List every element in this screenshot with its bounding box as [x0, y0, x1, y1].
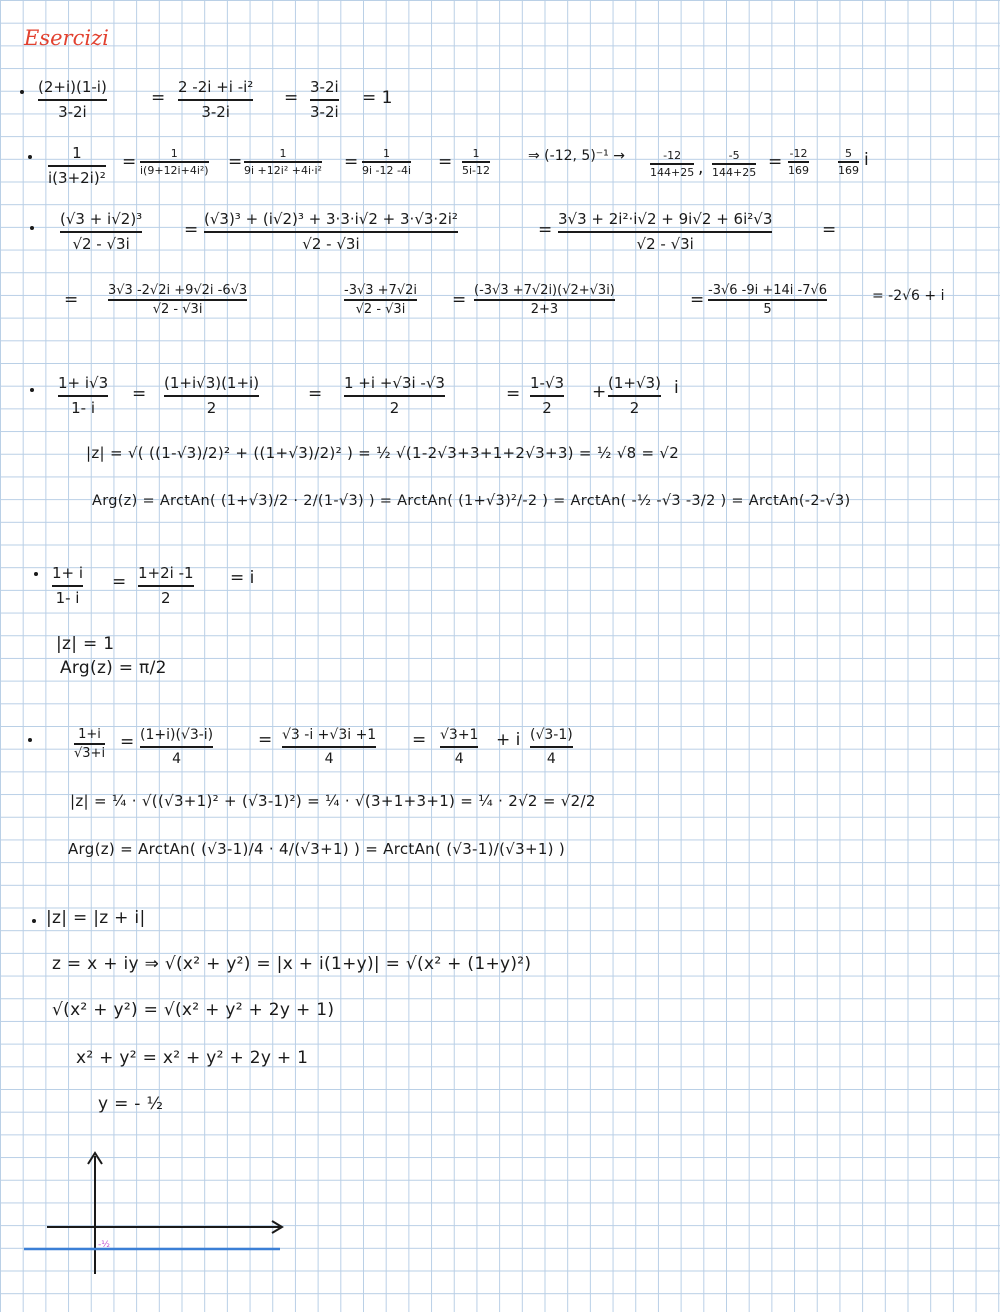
equals: = [64, 290, 79, 310]
denominator: 2 [542, 398, 552, 417]
denominator: √2 - √3i [636, 234, 694, 253]
denominator: 4 [546, 750, 556, 767]
numerator: 3√3 + 2i²·i√2 + 9i√2 + 6i²√3 [558, 210, 773, 228]
numerator: -3√3 +7√2i [344, 283, 417, 298]
numerator: 1+i [78, 727, 101, 742]
numerator: 2 -2i +i -i² [178, 78, 254, 96]
equals: = [228, 152, 243, 172]
equals: = [258, 730, 273, 750]
denominator: 9i +12i² +4i·i² [244, 163, 322, 177]
modulus-line: |z| = √( ((1-√3)/2)² + ((1+√3)/2)² ) = ½ √(1-2√3+3+1+2√3+3) = ½ √8 = √2 [86, 444, 680, 462]
numerator: 1 [170, 147, 178, 160]
argument-line: Arg(z) = ArctAn( (√3-1)/4 · 4/(√3+1) ) = ArctAn( (√3-1)/(√3+1) ) [68, 840, 566, 858]
denominator: 169 [788, 163, 809, 177]
denominator: √2 - √3i [302, 234, 360, 253]
denominator: 3-2i [201, 102, 230, 121]
equals: = [768, 152, 783, 172]
numerator: √3 -i +√3i +1 [282, 727, 377, 743]
equation-line: |z| = |z + i| [46, 908, 146, 928]
comma: , [698, 158, 704, 178]
equals: = [538, 220, 553, 240]
denominator: 1- i [55, 588, 80, 607]
numerator: 5 [845, 147, 852, 160]
denominator: 9i -12 -4i [362, 163, 412, 177]
numerator: (√3)³ + (i√2)³ + 3·3·i√2 + 3·√3·2i² [204, 210, 458, 228]
modulus-line: |z| = 1 [56, 634, 115, 654]
result: = 1 [362, 88, 393, 108]
denominator: i(3+2i)² [48, 168, 106, 187]
page-title: Esercizi [24, 26, 109, 50]
plus: + [592, 382, 607, 402]
equals: = [151, 88, 166, 108]
denominator: 4 [324, 750, 334, 767]
denominator: √3+i [74, 745, 106, 761]
equals: = [184, 220, 199, 240]
plus-i: + i [496, 730, 521, 750]
numerator: 1+ i [52, 564, 84, 582]
equals: = [112, 572, 127, 592]
numerator: -3√6 -9i +14i -7√6 [708, 283, 828, 298]
equals: = [122, 152, 137, 172]
equals: = [438, 152, 453, 172]
denominator: 2+3 [530, 301, 559, 317]
denominator: 3-2i [310, 102, 339, 121]
imaginary-unit: i [864, 150, 869, 170]
numerator: -5 [728, 149, 740, 162]
inverse-arrow: ⇒ (-12, 5)⁻¹ → [528, 148, 625, 164]
denominator: 5i-12 [462, 163, 491, 177]
imaginary-unit: i [674, 378, 679, 398]
equals: = [690, 290, 705, 310]
denominator: √2 - √3i [355, 301, 406, 317]
denominator: 1- i [71, 398, 96, 417]
denominator: 169 [838, 163, 859, 177]
denominator: 144+25 [650, 165, 695, 179]
result: = i [230, 568, 255, 588]
numerator: 1 [383, 147, 391, 160]
denominator: 2 [629, 398, 640, 417]
numerator: 3-2i [310, 78, 339, 96]
numerator: (-3√3 +7√2i)(√2+√3i) [474, 283, 615, 298]
denominator: √2 - √3i [152, 301, 203, 317]
equation-line: x² + y² = x² + y² + 2y + 1 [76, 1048, 309, 1068]
denominator: 4 [454, 750, 464, 767]
equals: = [452, 290, 467, 310]
denominator: 2 [161, 588, 171, 607]
denominator: 2 [206, 398, 217, 417]
argument-line: Arg(z) = ArctAn( (1+√3)/2 · 2/(1-√3) ) = ArctAn( (1+√3)²/-2 ) = ArctAn( -½ -√3 -3/2 ) = ArctAn(-2-√3) [92, 493, 851, 509]
x-axis [47, 1221, 282, 1233]
tick-label: -½ [98, 1240, 110, 1250]
equals: = [412, 730, 427, 750]
numerator: 1 +i +√3i -√3 [344, 374, 445, 392]
result: = -2√6 + i [872, 288, 945, 304]
numerator: -12 [789, 147, 808, 160]
equals: = [308, 384, 323, 404]
numerator: 1+ i√3 [58, 374, 109, 392]
equals: = [284, 88, 299, 108]
modulus-line: |z| = ¼ · √((√3+1)² + (√3-1)²) = ¼ · √(3+1+3+1) = ¼ · 2√2 = √2/2 [70, 792, 596, 810]
denominator: 4 [172, 750, 182, 767]
numerator: (2+i)(1-i) [38, 78, 107, 96]
y-axis [88, 1153, 102, 1274]
equals: = [506, 384, 521, 404]
numerator: 1 [72, 144, 82, 162]
equals: = [344, 152, 359, 172]
numerator: 1 [279, 147, 287, 160]
equation-line: z = x + iy ⇒ √(x² + y²) = |x + i(1+y)| = √(x² + (1+y)²) [52, 954, 532, 974]
numerator: √3+1 [440, 727, 479, 743]
denominator: 2 [389, 398, 400, 417]
numerator: 3√3 -2√2i +9√2i -6√3 [108, 283, 248, 298]
argument-line: Arg(z) = π/2 [60, 658, 167, 678]
equals: = [120, 732, 135, 752]
numerator: (1+√3) [608, 374, 661, 392]
numerator: 1+2i -1 [138, 564, 194, 582]
equals: = [132, 384, 147, 404]
numerator: (1+i)(√3-i) [140, 727, 214, 743]
numerator: (1+i√3)(1+i) [164, 374, 260, 392]
numerator: 1-√3 [530, 374, 565, 392]
equation-line: √(x² + y²) = √(x² + y² + 2y + 1) [52, 1000, 335, 1020]
denominator: 5 [763, 301, 772, 317]
solution-line: y = - ½ [98, 1094, 164, 1114]
numerator: (√3 + i√2)³ [60, 210, 143, 228]
denominator: i(9+12i+4i²) [140, 163, 209, 177]
denominator: 3-2i [58, 102, 87, 121]
denominator: 144+25 [712, 165, 757, 179]
numerator: -12 [663, 149, 682, 162]
numerator: 1 [472, 147, 480, 160]
numerator: (√3-1) [530, 727, 573, 743]
denominator: √2 - √3i [72, 234, 130, 253]
equals: = [822, 220, 837, 240]
